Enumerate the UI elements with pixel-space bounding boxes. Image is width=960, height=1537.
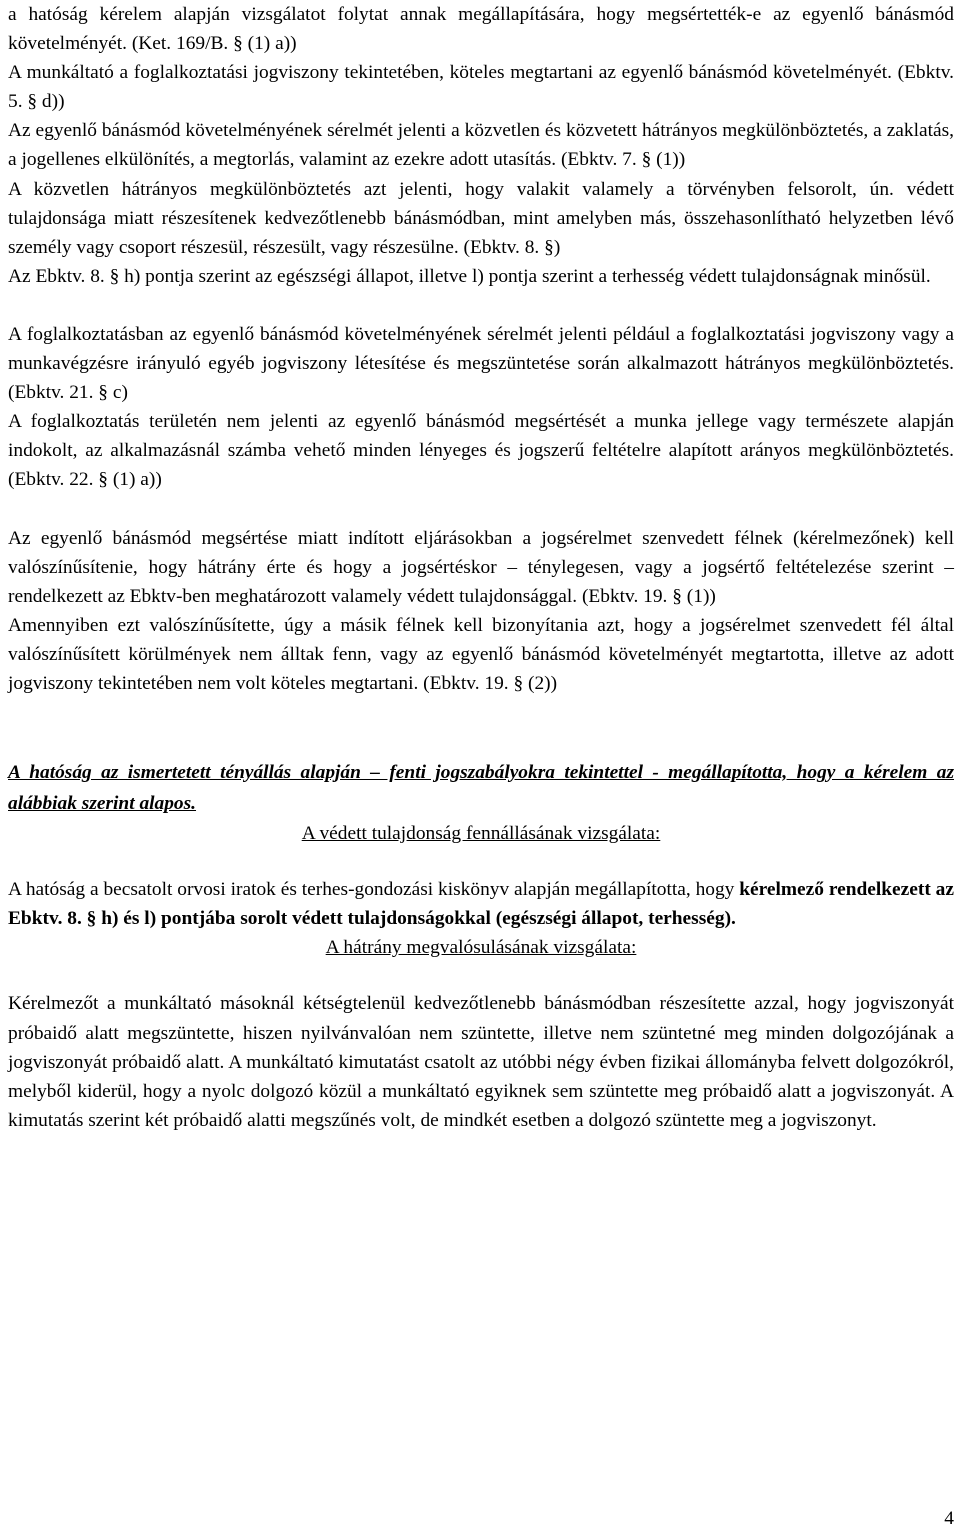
paragraph-violation-definition: Az egyenlő bánásmód követelményének sérelmét jelenti a közvetlen és közvetett hátrányos megkülönböztetés, a zaklatás, a jogellenes elkülönítés, a megtorlás, valamint az ezekre adott utasítás. (Ebktv. 7. § (1)) [8, 120, 954, 171]
paragraph-protected-characteristics: Az Ebktv. 8. § h) pontja szerint az egészségi állapot, illetve l) pontja szerint a terhesség védett tulajdonságnak minősül. [8, 265, 931, 287]
section-text-disadvantage: Kérelmezőt a munkáltató másoknál kétségtelenül kedvezőtlenebb bánásmódban részesítette azzal, hogy jogviszonyát próbaidő alatt megszüntette, hiszen nyilvánvalóan nem szüntette, illetve nem szüntetné meg minden dolgozójának a jogviszonyát próbaidő alatt. A munkáltató kimutatást csatolt az utóbbi négy évben fizikai állományba felvett dolgozókról, melyből kiderül, hogy a nyolc dolgozó közül a munkáltató egyiknek sem szüntette meg próbaidő alatt a jogviszonyát. A kimutatás szerint két próbaidő alatti megszűnés volt, de mindkét esetben a dolgozó szüntette meg a jogviszonyt. [8, 993, 954, 1131]
paragraph-burden-of-proof: Az egyenlő bánásmód megsértése miatt indított eljárásokban a jogsérelmet szenvedett félnek (kérelmezőnek) kell valószínűsítenie, hogy hátrány érte és hogy a jogsértéskor – ténylegesen, vagy a jogsértő feltételezése szerint – rendelkezett az Ebktv-ben meghatározott valamely védett tulajdonsággal. (Ebktv. 19. § (1)) [8, 527, 954, 607]
paragraph-counter-proof: Amennyiben ezt valószínűsítette, úgy a másik félnek kell bizonyítania azt, hogy a jogsérelmet szenvedett fél által valószínűsített körülmények nem álltak fenn, vagy az egyenlő bánásmód követelményét megtartotta, illetve az adott jogviszony tekintetében nem volt köteles megtartani. (Ebktv. 19. § (2)) [8, 614, 954, 694]
section-heading-disadvantage: A hátrány megvalósulásának vizsgálata: [325, 937, 637, 959]
section-text-plain: A hatóság a becsatolt orvosi iratok és terhes-gondozási kiskönyv alapján megállapította, hogy [8, 879, 740, 901]
section-text-protected-characteristic [8, 875, 954, 933]
paragraph-direct-discrimination: A közvetlen hátrányos megkülönböztetés azt jelenti, hogy valakit valamely a törvényben felsorolt, ún. védett tulajdonsága miatt részesítenek kedvezőtlenebb bánásmódban, mint amelyben más, összehasonlítható helyzetben lévő személy vagy csoport részesül, részesült, vagy részesülne. (Ebktv. 8. §) [8, 178, 954, 258]
paragraph-employer-obligation: A munkáltató a foglalkoztatási jogviszony tekintetében, köteles megtartani az egyenlő bánásmód követelményét. (Ebktv. 5. § d)) [8, 62, 954, 113]
paragraph-ket-reference: a hatóság kérelem alapján vizsgálatot folytat annak megállapítására, hogy megsértették-e az egyenlő bánásmód követelményét. (Ket. 169/B. § (1) a)) [8, 4, 954, 55]
page-number: 4 [944, 1508, 954, 1529]
section-heading-protected-characteristic: A védett tulajdonság fennállásának vizsgálata: [301, 823, 661, 845]
section-text-bold: kérelmező rendelkezett az Ebktv. 8. § h) és l) pontjába sorolt védett tulajdonságokkal (egészségi állapot, terhesség). [8, 879, 954, 930]
document-page [8, 0, 954, 1135]
conclusion-statement: A hatóság az ismertetett tényállás alapján – fenti jogszabályokra tekintettel - megállapította, hogy a kérelem az alábbiak szerint alapos. [8, 762, 954, 814]
paragraph-proportionate-distinction: A foglalkoztatás területén nem jelenti az egyenlő bánásmód megsértését a munka jellege vagy természete alapján indokolt, az alkalmazásnál számba vehető minden lényeges és jogszerű feltételre alapított arányos megkülönböztetés. (Ebktv. 22. § (1) a)) [8, 411, 954, 491]
paragraph-employment-violation: A foglalkoztatásban az egyenlő bánásmód követelményének sérelmét jelenti például a foglalkoztatási jogviszony vagy a munkavégzésre irányuló egyéb jogviszony létesítése és megszüntetése során alkalmazott hátrányos megkülönböztetés. (Ebktv. 21. § c) [8, 323, 954, 404]
